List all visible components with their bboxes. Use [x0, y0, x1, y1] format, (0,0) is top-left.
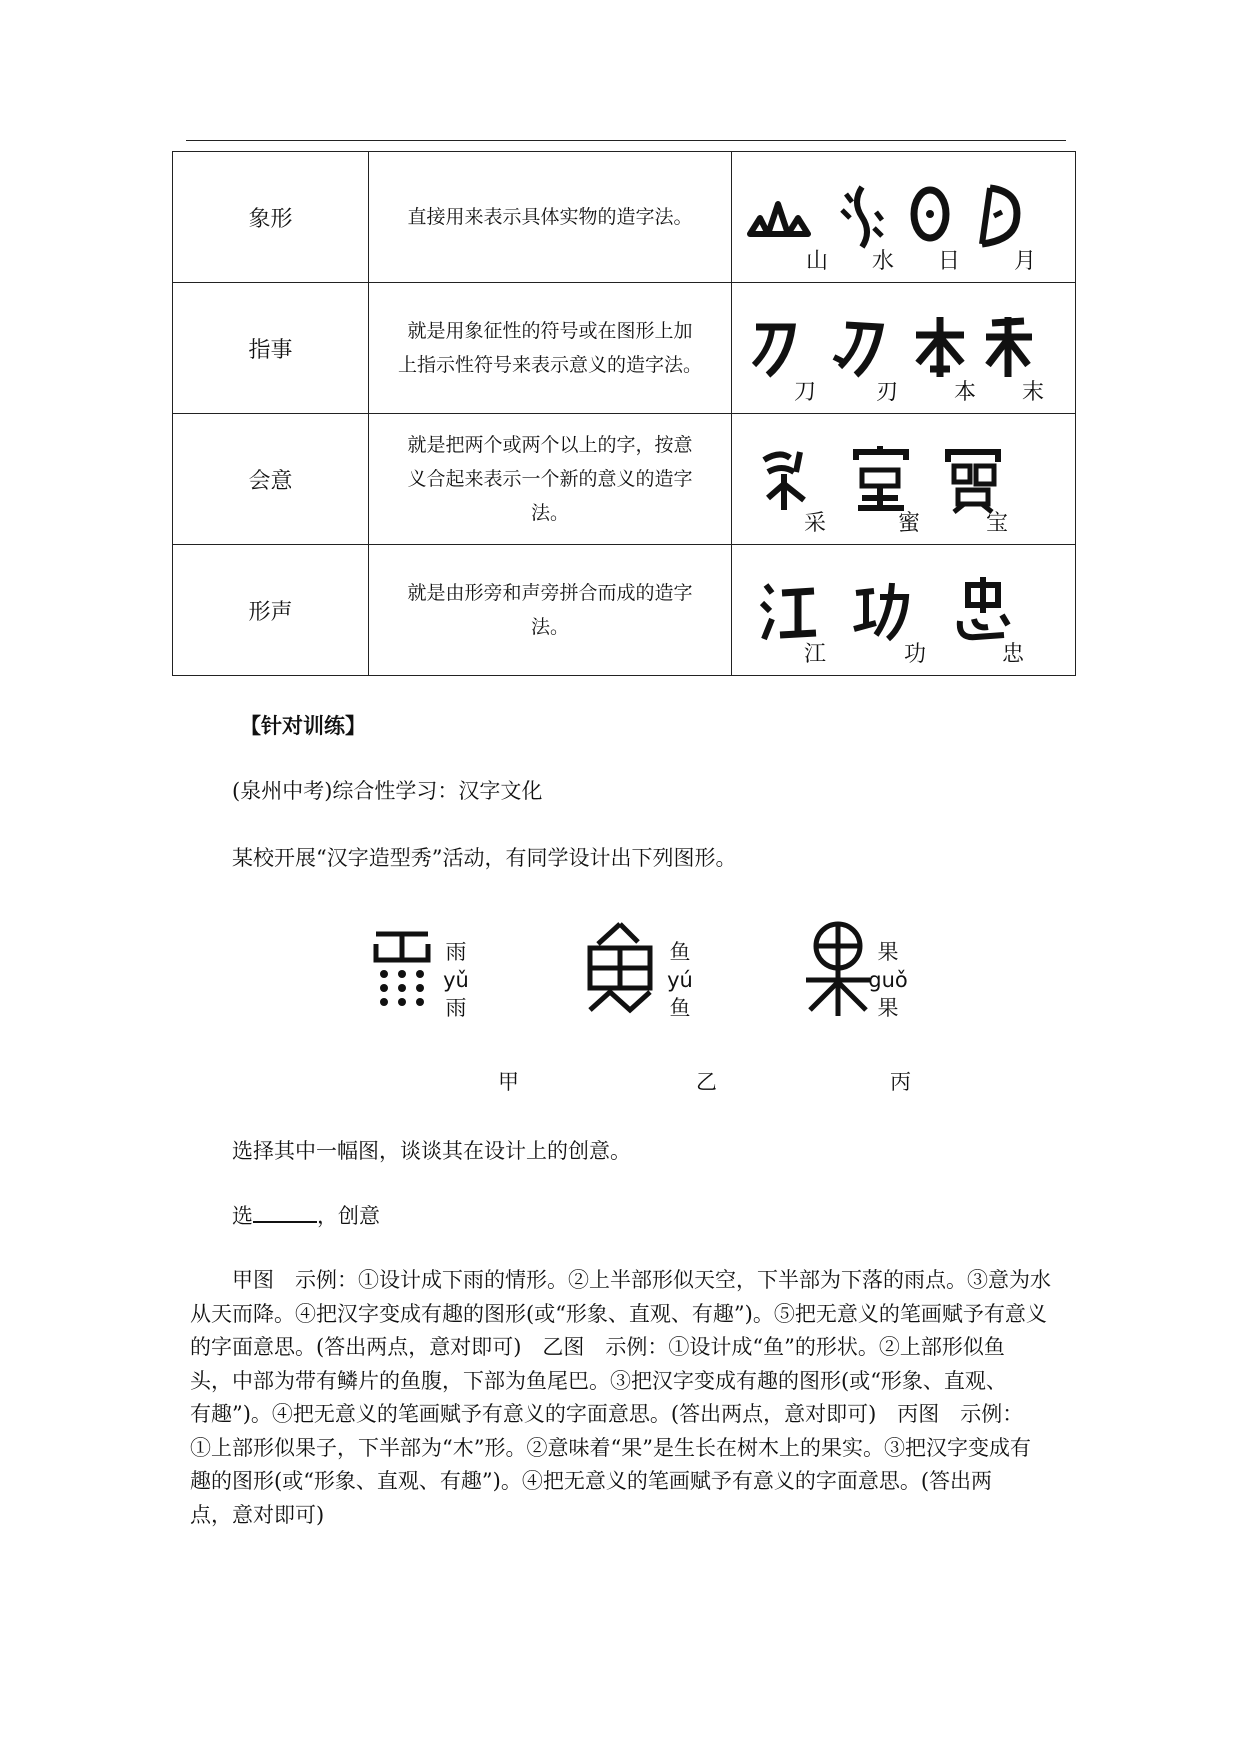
- example-label: 采: [804, 511, 827, 536]
- answer-blank[interactable]: [253, 1201, 317, 1223]
- design-annotation: [866, 938, 910, 1022]
- answer-prefix: 选: [232, 1204, 253, 1228]
- answer-line: 甲图 示例：①设计成下雨的情形。②上半部形似天空，下半部为下落的雨点。③意为水: [232, 1268, 1051, 1292]
- water-ancient-glyph: [832, 182, 892, 252]
- section-heading: 【针对训练】: [240, 714, 366, 738]
- pick-ancient-glyph: [760, 444, 820, 514]
- examples-cell: [732, 152, 1076, 283]
- example-label: 功: [904, 642, 927, 667]
- fish-design-icon: [580, 920, 660, 1024]
- example-label: 江: [804, 642, 827, 667]
- example-label: 蜜: [898, 511, 921, 536]
- answer-line: 有趣”)。④把无意义的笔画赋予有意义的字面意思。(答出两点，意对即可) 丙图 示例：: [190, 1402, 1024, 1426]
- answer-prompt: [232, 1200, 380, 1230]
- examples-cell: [732, 545, 1076, 676]
- table-row: [173, 414, 1076, 545]
- answer-line: 从天而降。④把汉字变成有趣的图形(或“形象、直观、有趣”)。⑤把无意义的笔画赋予有意义: [190, 1301, 1047, 1326]
- design-caption: 乙: [696, 1070, 717, 1094]
- rain-design-icon: [372, 930, 432, 1014]
- merit-ancient-glyph: [852, 575, 912, 645]
- sun-ancient-glyph: [902, 182, 962, 252]
- description-line: 义合起来表示一个新的意义的造字: [407, 468, 693, 490]
- river-ancient-glyph: [758, 575, 818, 645]
- description-line: 法。: [530, 616, 569, 638]
- examples-cell: [732, 414, 1076, 545]
- source-line: (泉州中考)综合性学习：汉字文化: [232, 779, 543, 803]
- answer-line: 头，中部为带有鳞片的鱼腹，下部为鱼尾巴。③把汉字变成有趣的图形(或“形象、直观、: [190, 1368, 1007, 1393]
- answer-line: ①上部形似果子，下半部为“木”形。②意味着“果”是生长在树木上的果实。③把汉字变成有: [190, 1435, 1031, 1460]
- design-annotation: [660, 938, 700, 1022]
- table-row: [173, 152, 1076, 283]
- method-cell: 会意: [173, 414, 369, 545]
- root-ancient-glyph: [912, 313, 972, 383]
- example-label: 山: [806, 249, 829, 274]
- knife-ancient-glyph: [748, 313, 808, 383]
- answer-line: 点，意对即可): [190, 1502, 325, 1527]
- example-label: 忠: [1002, 642, 1025, 667]
- seal-char: 雨: [445, 940, 467, 964]
- pinyin-text: guǒ: [868, 968, 908, 992]
- table-row: [173, 283, 1076, 414]
- pinyin-text: yú: [667, 968, 693, 992]
- mountain-ancient-glyph: [750, 182, 810, 252]
- design-annotation: [436, 938, 476, 1022]
- design-caption: 丙: [890, 1070, 911, 1094]
- example-label: 刃: [876, 380, 899, 405]
- description-line: 法。: [530, 502, 569, 524]
- description-cell: [369, 152, 732, 283]
- answer-line: 趣的图形(或“形象、直观、有趣”)。④把无意义的笔画赋予有意义的字面意思。(答出两: [190, 1469, 993, 1493]
- character-text: 果: [877, 996, 899, 1020]
- loyal-ancient-glyph: [954, 575, 1014, 645]
- design-caption: 甲: [498, 1070, 519, 1094]
- seal-char: 鱼: [669, 940, 691, 964]
- character-text: 鱼: [669, 996, 691, 1020]
- description-line: 就是用象征性的符号或在图形上加: [407, 320, 693, 342]
- description-cell: [369, 283, 732, 414]
- character-formation-table: [172, 151, 1076, 676]
- example-label: 水: [872, 249, 895, 274]
- example-label: 宝: [986, 511, 1009, 536]
- description-line: 上指示性符号来表示意义的造字法。: [397, 354, 702, 376]
- example-label: 末: [1022, 380, 1045, 405]
- example-label: 月: [1014, 249, 1037, 274]
- example-label: 刀: [794, 380, 817, 405]
- seal-char: 果: [877, 940, 899, 964]
- description-cell: [369, 414, 732, 545]
- intro-line: 某校开展“汉字造型秀”活动，有同学设计出下列图形。: [232, 846, 737, 870]
- answer-suffix: ，创意: [317, 1204, 380, 1228]
- method-cell: 指事: [173, 283, 369, 414]
- treasure-ancient-glyph: [944, 444, 1004, 514]
- question-text: 选择其中一幅图，谈谈其在设计上的创意。: [232, 1139, 631, 1163]
- tip-ancient-glyph: [982, 313, 1042, 383]
- description-line: 就是把两个或两个以上的字，按意: [407, 434, 693, 456]
- answer-paragraph: [190, 1264, 1058, 1532]
- honey-ancient-glyph: [852, 444, 912, 514]
- description-line: 就是由形旁和声旁拼合而成的造字: [407, 582, 693, 604]
- table-row: [173, 545, 1076, 676]
- method-cell: 象形: [173, 152, 369, 283]
- pinyin-text: yǔ: [443, 968, 469, 992]
- method-cell: 形声: [173, 545, 369, 676]
- description-cell: [369, 545, 732, 676]
- character-text: 雨: [445, 996, 467, 1020]
- description-line: 直接用来表示具体实物的造字法。: [407, 206, 693, 228]
- example-label: 日: [938, 249, 961, 274]
- blade-ancient-glyph: [830, 313, 890, 383]
- example-label: 本: [954, 380, 977, 405]
- moon-ancient-glyph: [972, 182, 1032, 252]
- answer-line: 的字面意思。(答出两点，意对即可) 乙图 示例：①设计成“鱼”的形状。②上部形似鱼: [190, 1335, 1005, 1359]
- examples-cell: [732, 283, 1076, 414]
- header-rule: [186, 140, 1066, 141]
